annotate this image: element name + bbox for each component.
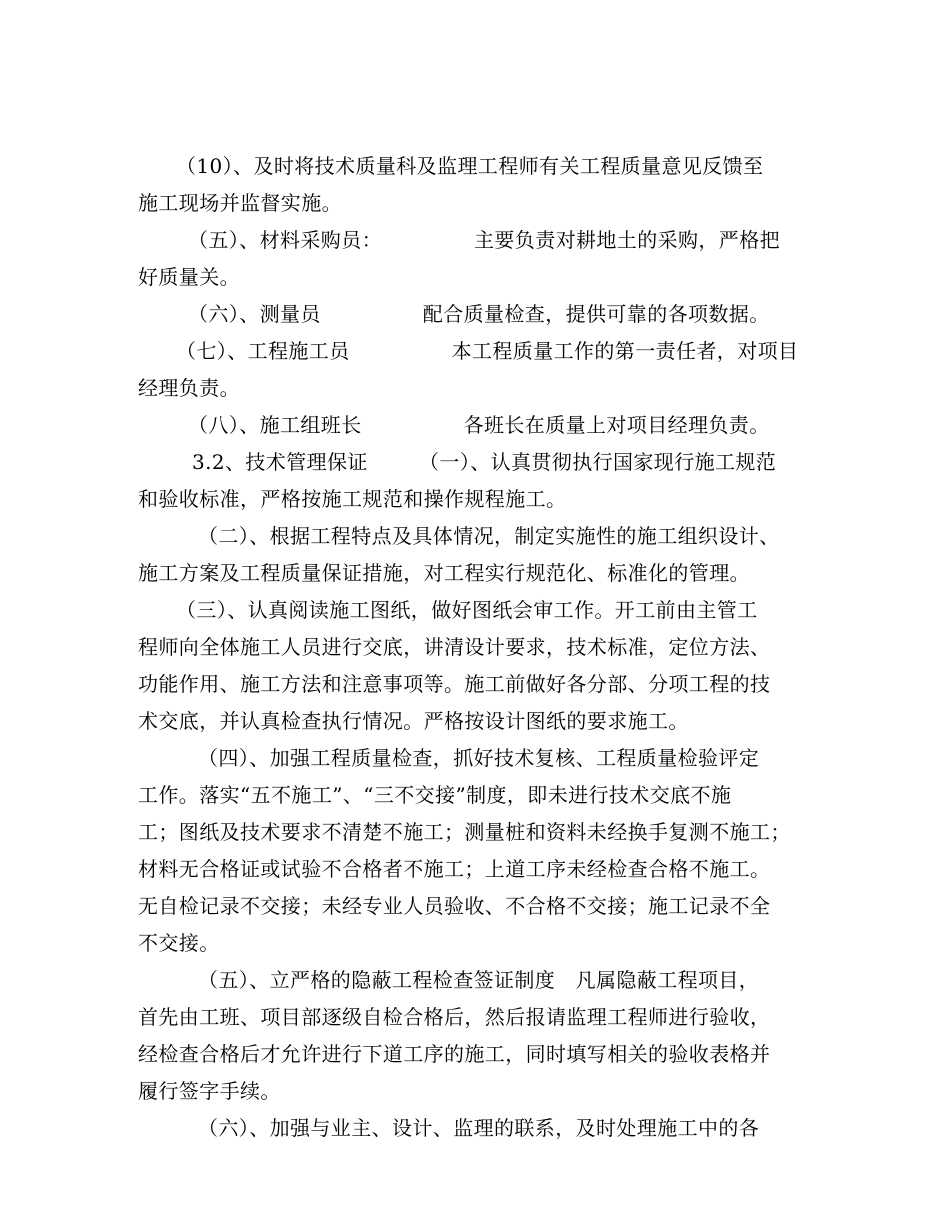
text-line: （六）、测量员 配合质量检查，提供可靠的各项数据。 xyxy=(188,302,770,326)
text-line: 功能作用、施工方法和注意事项等。施工前做好各分部、分项工程的技 xyxy=(138,672,771,696)
text-line: 施工方案及工程质量保证措施，对工程实行规范化、标准化的管理。 xyxy=(138,561,750,585)
text-line: 材料无合格证或试验不合格者不施工；上道工序未经检查合格不施工。 xyxy=(138,857,771,881)
text-line: 施工现场并监督实施。 xyxy=(138,191,342,215)
text-line: 经检查合格后才允许进行下道工序的施工，同时填写相关的验收表格并 xyxy=(138,1042,771,1066)
text-line: 不交接。 xyxy=(138,931,220,955)
text-line: （二）、根据工程特点及具体情况，制定实施性的施工组织设计、 xyxy=(198,524,780,548)
text-line: （三）、认真阅读施工图纸，做好图纸会审工作。开工前由主管工 xyxy=(176,598,758,622)
text-line: 好质量关。 xyxy=(138,265,240,289)
text-line: （五）、立严格的隐蔽工程检查签证制度 凡属隐蔽工程项目， xyxy=(198,968,760,992)
text-line: 术交底，并认真检查执行情况。严格按设计图纸的要求施工。 xyxy=(138,709,689,733)
text-line: 经理负责。 xyxy=(138,376,240,400)
text-line: 和验收标准，严格按施工规范和操作规程施工。 xyxy=(138,487,567,511)
text-line: （五）、材料采购员： 主要负责对耕地土的采购，严格把 xyxy=(188,228,780,252)
text-line: 履行签字手续。 xyxy=(138,1079,281,1103)
text-line: 程师向全体施工人员进行交底，讲清设计要求，技术标准，定位方法、 xyxy=(138,635,771,659)
text-line: 无自检记录不交接；未经专业人员验收、不合格不交接；施工记录不全 xyxy=(138,894,771,918)
text-line: （六）、加强与业主、设计、监理的联系，及时处理施工中的各 xyxy=(198,1116,760,1140)
text-line: （八）、施工组班长 各班长在质量上对项目经理负责。 xyxy=(188,413,770,437)
text-line: （七）、工程施工员 本工程质量工作的第一责任者，对项目 xyxy=(176,339,799,363)
text-line: （四）、加强工程质量检查，抓好技术复核、工程质量检验评定 xyxy=(198,746,760,770)
text-line: 工；图纸及技术要求不清楚不施工；测量桩和资料未经换手复测不施工； xyxy=(138,820,791,844)
text-line: （10）、及时将技术质量科及监理工程师有关工程质量意见反馈至 xyxy=(176,154,764,178)
text-line: 工作。落实“五不施工”、“三不交接”制度，即未进行技术交底不施 xyxy=(138,783,732,807)
text-line: 首先由工班、项目部逐级自检合格后，然后报请监理工程师进行验收， xyxy=(138,1005,771,1029)
text-line: 3.2、技术管理保证 （一）、认真贯彻执行国家现行施工规范 xyxy=(192,450,777,474)
